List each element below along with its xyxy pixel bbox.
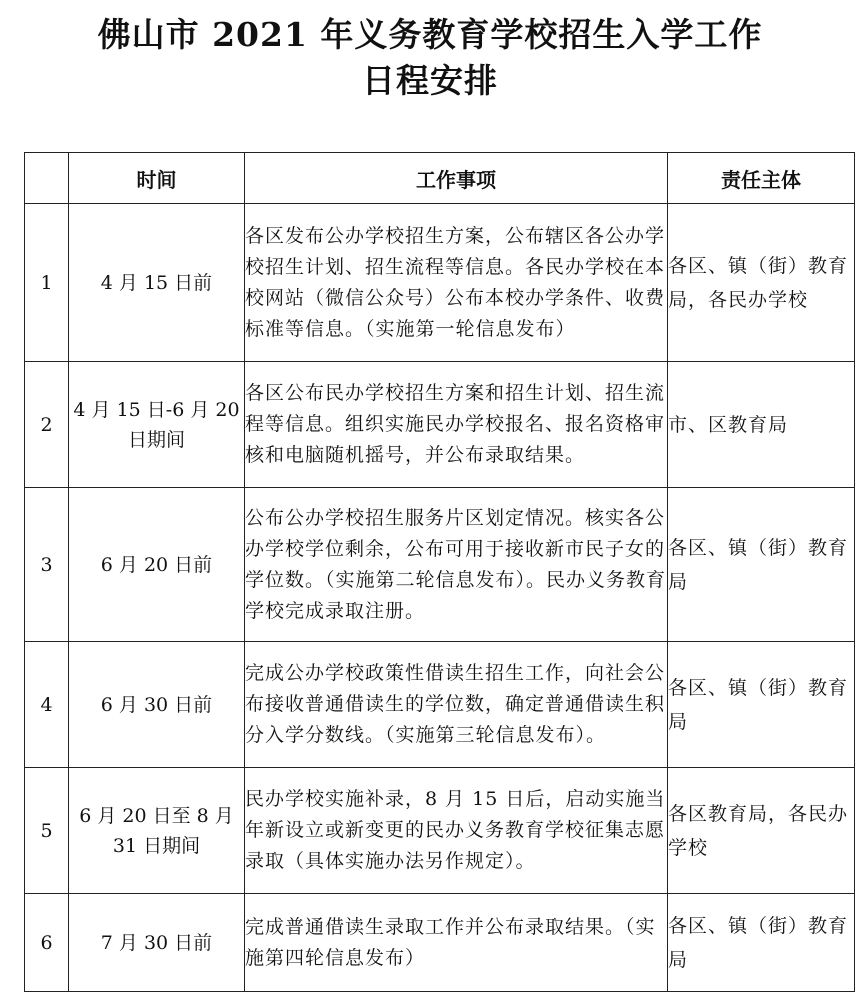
row-responsible: 各区、镇（街）教育局 <box>668 642 855 768</box>
row-responsible: 各区、镇（街）教育局，各民办学校 <box>668 204 855 362</box>
row-task: 各区发布公办学校招生方案，公布辖区各公办学校招生计划、招生流程等信息。各民办学校在本校网站（微信公众号）公布本校办学条件、收费标准等信息。（实施第一轮信息发布） <box>245 204 668 362</box>
row-responsible: 各区、镇（街）教育局 <box>668 894 855 992</box>
row-task: 完成公办学校政策性借读生招生工作，向社会公布接收普通借读生的学位数，确定普通借读生积分入学分数线。（实施第三轮信息发布）。 <box>245 642 668 768</box>
title-line-2: 日程安排 <box>362 61 498 100</box>
row-index: 2 <box>25 362 69 488</box>
row-responsible: 市、区教育局 <box>668 362 855 488</box>
header-index <box>25 153 69 204</box>
row-responsible: 各区、镇（街）教育局 <box>668 488 855 642</box>
header-time: 时间 <box>69 153 245 204</box>
table-row <box>25 642 855 768</box>
row-responsible: 各区教育局，各民办学校 <box>668 768 855 894</box>
title-line-1: 佛山市 2021 年义务教育学校招生入学工作 <box>97 15 763 54</box>
table-row <box>25 488 855 642</box>
row-task: 各区公布民办学校招生方案和招生计划、招生流程等信息。组织实施民办学校报名、报名资格审核和电脑随机摇号，并公布录取结果。 <box>245 362 668 488</box>
row-task: 完成普通借读生录取工作并公布录取结果。（实施第四轮信息发布） <box>245 894 668 992</box>
header-task: 工作事项 <box>245 153 668 204</box>
row-time: 4 月 15 日前 <box>69 204 245 362</box>
row-index: 1 <box>25 204 69 362</box>
row-time: 6 月 20 日至 8 月 31 日期间 <box>69 768 245 894</box>
header-responsible: 责任主体 <box>668 153 855 204</box>
table-row <box>25 894 855 992</box>
row-index: 3 <box>25 488 69 642</box>
row-task: 公布公办学校招生服务片区划定情况。核实各公办学校学位剩余，公布可用于接收新市民子女的学位数。（实施第二轮信息发布）。民办义务教育学校完成录取注册。 <box>245 488 668 642</box>
row-time: 6 月 30 日前 <box>69 642 245 768</box>
row-time: 4 月 15 日-6 月 20 日期间 <box>69 362 245 488</box>
row-time: 7 月 30 日前 <box>69 894 245 992</box>
table-row <box>25 362 855 488</box>
row-index: 4 <box>25 642 69 768</box>
row-index: 5 <box>25 768 69 894</box>
table-row <box>25 204 855 362</box>
table-row <box>25 768 855 894</box>
schedule-table <box>24 152 855 992</box>
document-title <box>0 12 860 104</box>
row-task: 民办学校实施补录，8 月 15 日后，启动实施当年新设立或新变更的民办义务教育学校征集志愿录取（具体实施办法另作规定）。 <box>245 768 668 894</box>
row-time: 6 月 20 日前 <box>69 488 245 642</box>
row-index: 6 <box>25 894 69 992</box>
header-row <box>25 153 855 204</box>
